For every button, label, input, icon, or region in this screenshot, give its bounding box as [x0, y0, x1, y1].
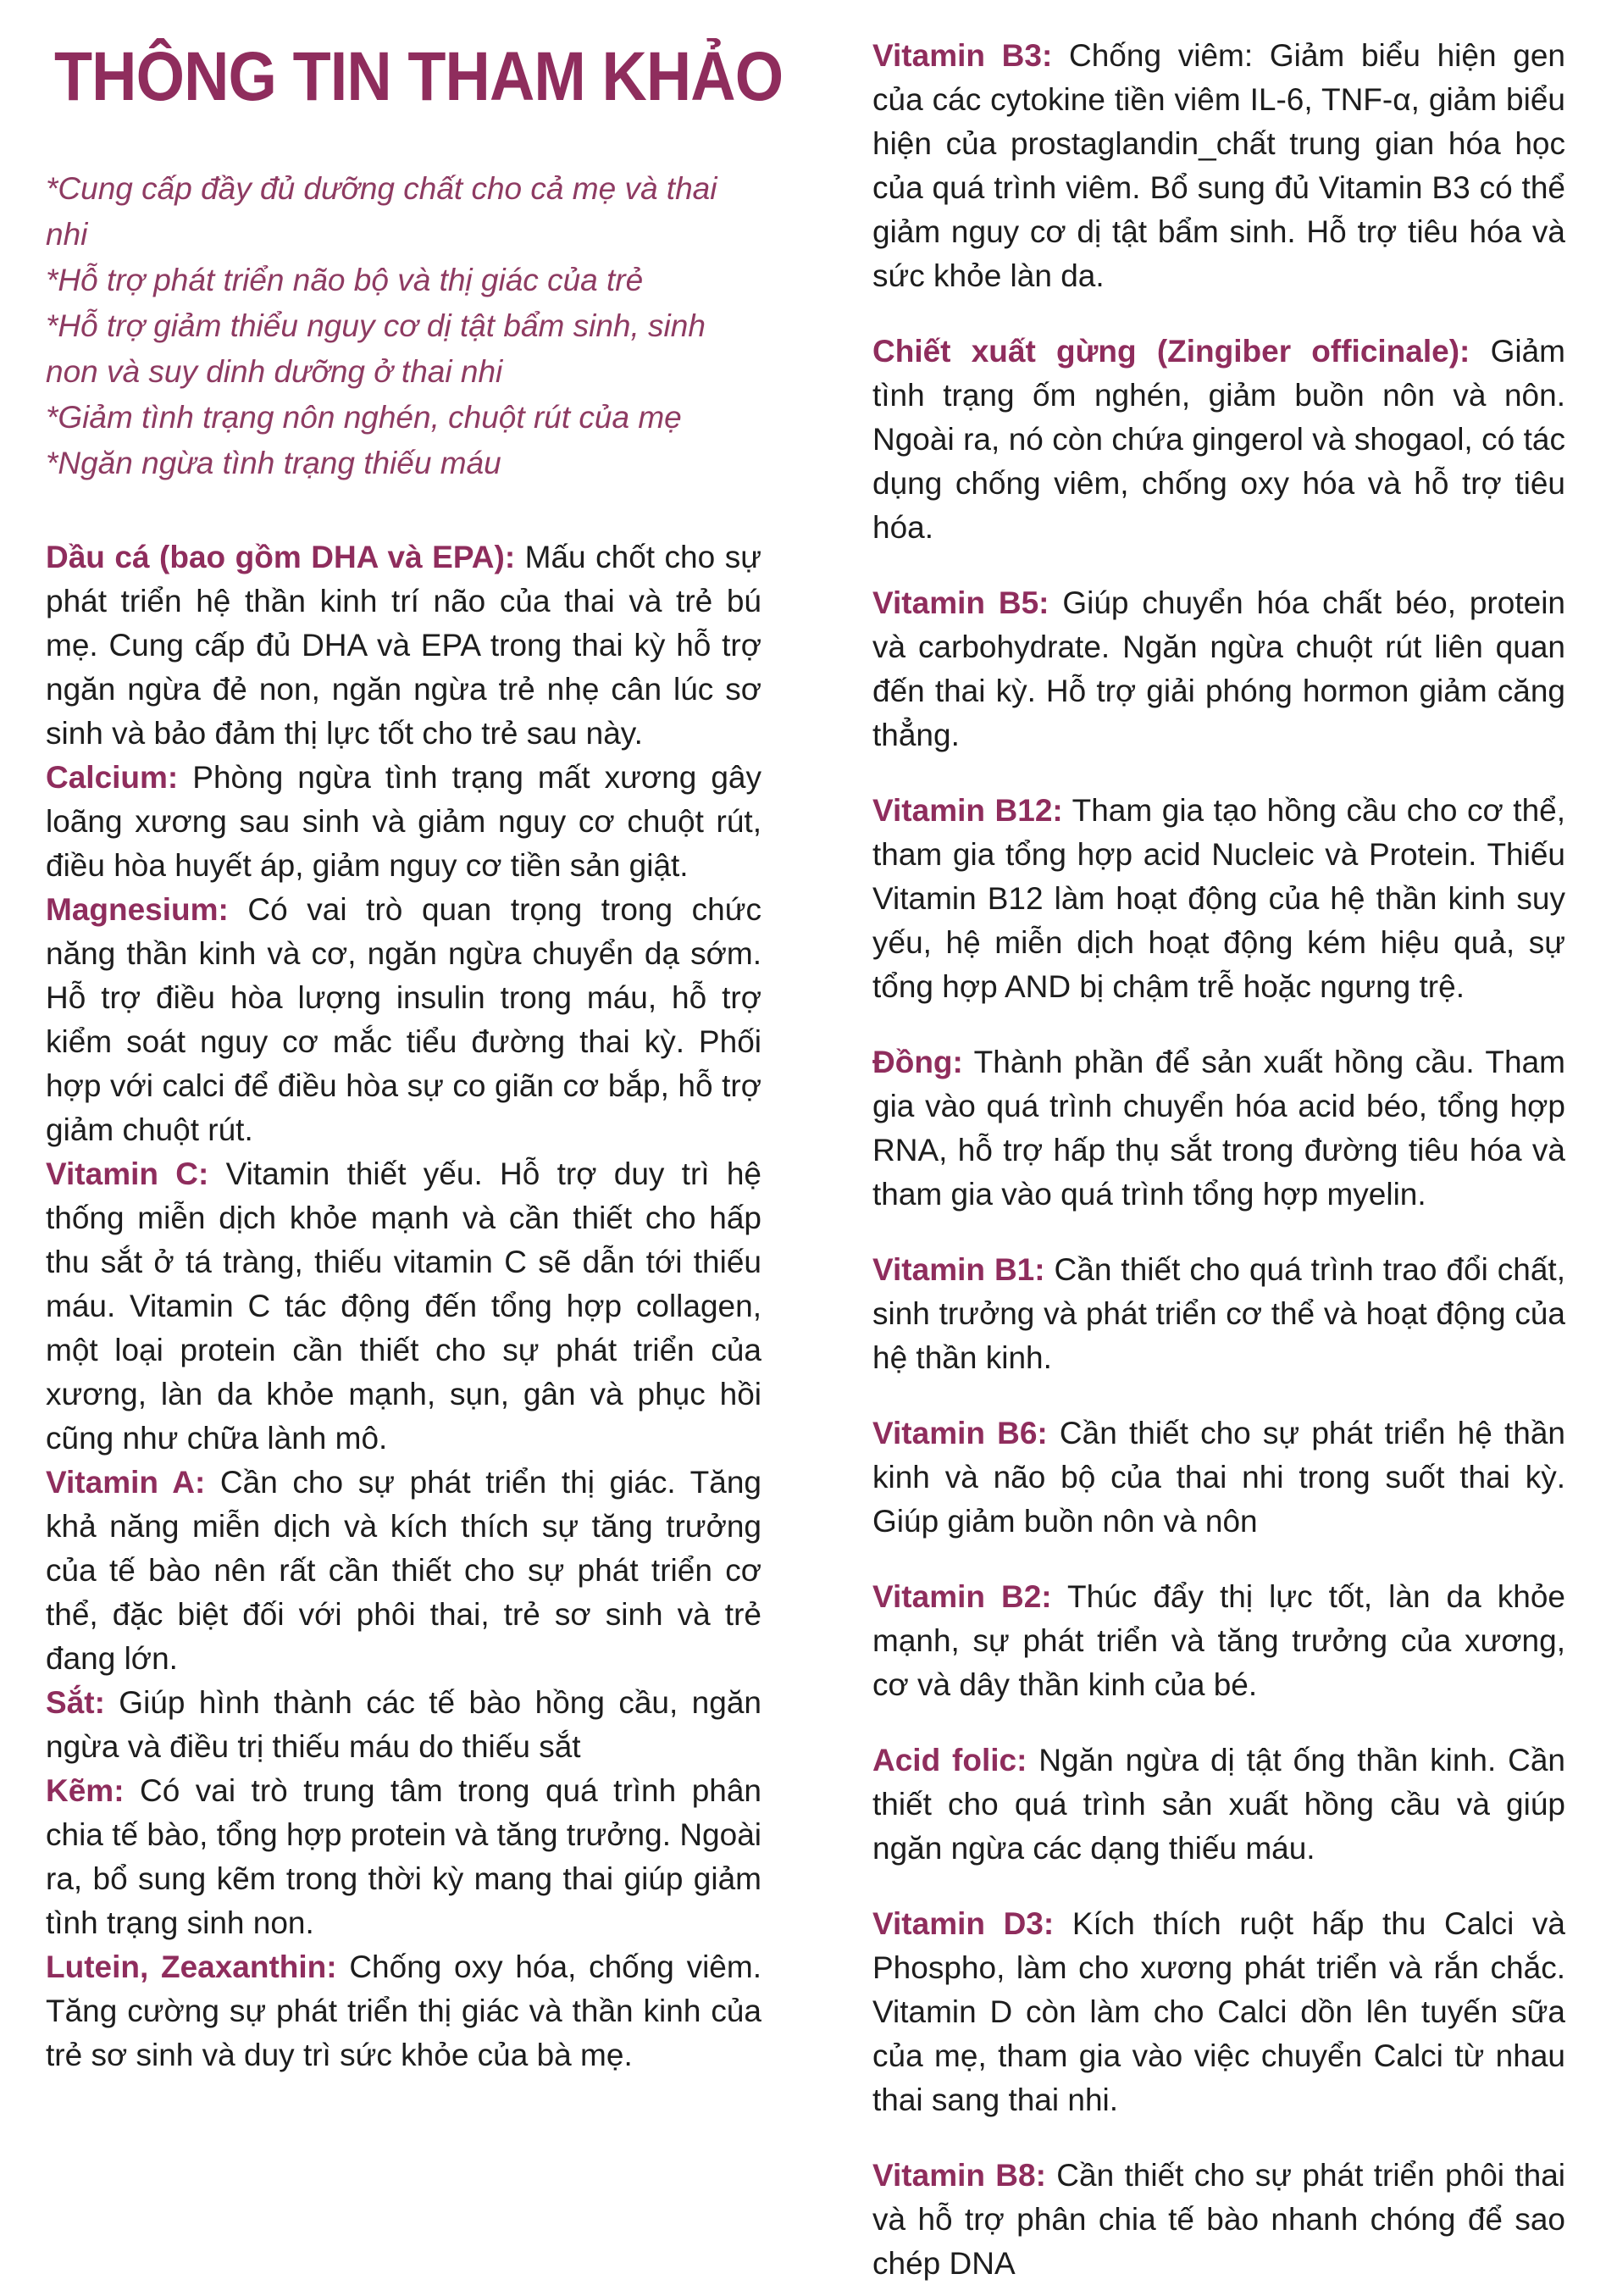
section-text: Cần cho sự phát triển thị giác. Tăng khả năng miễn dịch và kích thích sự tăng trưởng của tế bào nên rất cần thiết cho sự phát triển cơ thể, đặc biệt đối với phôi thai, trẻ sơ sinh và trẻ đang lớn. [46, 1465, 761, 1677]
section-text: Cần thiết cho sự phát triển hệ thần kinh và não bộ của thai nhi trong suốt thai kỳ. Giúp giảm buồn nôn và nôn [872, 1416, 1565, 1539]
section-text: Cần thiết cho sự phát triển phôi thai và hỗ trợ phân chia tế bào nhanh chóng để sao chép DNA [872, 2158, 1565, 2281]
intro-line: *Cung cấp đầy đủ dưỡng chất cho cả mẹ và thai nhi [46, 171, 717, 252]
section-text: Thành phần để sản xuất hồng cầu. Tham gia vào quá trình chuyển hóa acid béo, tổng hợp RNA, hỗ trợ hấp thụ sắt trong đường tiêu hóa và tham gia vào quá trình tổng hợp myelin. [872, 1045, 1565, 1212]
left-sections [46, 535, 761, 2077]
section-vitamin-c [46, 1152, 761, 1461]
section-text: Chống oxy hóa, chống viêm. Tăng cường sự phát triển thị giác và thần kinh của trẻ sơ sinh và duy trì sức khỏe của bà mẹ. [46, 1949, 761, 2073]
section-text: Ngăn ngừa dị tật ống thần kinh. Cần thiết cho quá trình sản xuất hồng cầu và giúp ngăn ngừa các dạng thiếu máu. [872, 1743, 1566, 1866]
section-iron [46, 1681, 761, 1769]
section-heading: Vitamin C: [46, 1156, 209, 1192]
section-text: Có vai trò quan trọng trong chức năng thần kinh và cơ, ngăn ngừa chuyển dạ sớm. Hỗ trợ điều hòa lượng insulin trong máu, hỗ trợ kiểm soát nguy cơ mắc tiểu đường thai kỳ. Phối hợp với calci để điều hòa sự co giãn cơ bắp, hỗ trợ giảm chuột rút. [46, 892, 761, 1148]
section-heading: Vitamin B6: [872, 1416, 1048, 1450]
section-vitamin-d3 [872, 1902, 1565, 2122]
section-heading: Calcium: [46, 760, 179, 796]
section-heading: Chiết xuất gừng (Zingiber officinale): [872, 334, 1470, 369]
section-copper [872, 1040, 1565, 1217]
section-vitamin-b1 [872, 1248, 1565, 1380]
section-text: Giúp hình thành các tế bào hồng cầu, ngăn ngừa và điều trị thiếu máu do thiếu sắt [46, 1685, 761, 1765]
intro-line: *Hỗ trợ giảm thiểu nguy cơ dị tật bẩm sinh, sinh non và suy dinh dưỡng ở thai nhi [46, 308, 706, 390]
section-text: Mấu chốt cho sự phát triển hệ thần kinh trí não của thai và trẻ bú mẹ. Cung cấp đủ DHA và EPA trong thai kỳ hỗ trợ ngăn ngừa đẻ non, ngăn ngừa trẻ nhẹ cân lúc sơ sinh và bảo đảm thị lực tốt cho trẻ sau này. [46, 540, 761, 751]
section-heading: Vitamin D3: [872, 1906, 1055, 1941]
section-heading: Vitamin A: [46, 1465, 206, 1500]
section-ginger-extract [872, 330, 1565, 550]
section-fish-oil [46, 535, 761, 756]
section-heading: Vitamin B12: [872, 793, 1063, 828]
section-heading: Vitamin B1: [872, 1252, 1045, 1287]
section-magnesium [46, 888, 761, 1152]
section-folic-acid [872, 1739, 1565, 1871]
section-vitamin-b6 [872, 1411, 1565, 1544]
section-heading: Đồng: [872, 1045, 963, 1079]
section-text: Có vai trò trung tâm trong quá trình phân chia tế bào, tổng hợp protein và tăng trưởng. Ngoài ra, bổ sung kẽm trong thời kỳ mang thai giúp giảm tình trạng sinh non. [46, 1773, 761, 1941]
section-text: Cần thiết cho quá trình trao đổi chất, sinh trưởng và phát triển cơ thể và hoạt động của hệ thần kinh. [872, 1252, 1565, 1375]
section-vitamin-a [46, 1461, 761, 1681]
section-text: Giảm tình trạng ốm nghén, giảm buồn nôn và nôn. Ngoài ra, nó còn chứa gingerol và shogaol, có tác dụng chống viêm, chống oxy hóa và hỗ trợ tiêu hóa. [872, 334, 1565, 545]
section-heading: Lutein, Zeaxanthin: [46, 1949, 337, 1985]
section-heading: Acid folic: [872, 1743, 1027, 1777]
section-vitamin-b12 [872, 789, 1565, 1009]
section-heading: Vitamin B8: [872, 2158, 1046, 2193]
section-zinc [46, 1769, 761, 1945]
section-text: Kích thích ruột hấp thu Calci và Phospho, làm cho xương phát triển và rắn chắc. Vitamin D còn làm cho Calci dồn lên tuyến sữa của mẹ, tham gia vào việc chuyển Calci từ nhau thai sang thai nhi. [872, 1906, 1565, 2117]
intro-line: *Giảm tình trạng nôn nghén, chuột rút của mẹ [46, 400, 682, 435]
section-vitamin-b2 [872, 1575, 1565, 1707]
section-heading: Vitamin B3: [872, 38, 1053, 73]
section-heading: Dầu cá (bao gồm DHA và EPA): [46, 540, 516, 575]
section-calcium [46, 756, 761, 888]
section-text: Tham gia tạo hồng cầu cho cơ thể, tham gia tổng hợp acid Nucleic và Protein. Thiếu Vitamin B12 làm hoạt động của hệ thần kinh suy yếu, hệ miễn dịch hoạt động kém hiệu quả, sự tổng hợp AND bị chậm trễ hoặc ngưng trệ. [872, 793, 1565, 1004]
intro-line: *Ngăn ngừa tình trạng thiếu máu [46, 446, 501, 481]
section-heading: Magnesium: [46, 892, 229, 928]
section-text: Phòng ngừa tình trạng mất xương gây loãng xương sau sinh và giảm nguy cơ chuột rút, điều hòa huyết áp, giảm nguy cơ tiền sản giật. [46, 760, 761, 884]
section-vitamin-b3 [872, 34, 1565, 298]
section-text: Chống viêm: Giảm biểu hiện gen của các cytokine tiền viêm IL-6, TNF-α, giảm biểu hiện của prostaglandin_chất trung gian hóa học của quá trình viêm. Bổ sung đủ Vitamin B3 có thể giảm nguy cơ dị tật bẩm sinh. Hỗ trợ tiêu hóa và sức khỏe làn da. [872, 38, 1565, 293]
section-heading: Vitamin B5: [872, 585, 1049, 620]
section-lutein [46, 1945, 761, 2077]
right-column [872, 34, 1565, 2296]
section-heading: Sắt: [46, 1685, 105, 1721]
section-heading: Kẽm: [46, 1773, 125, 1809]
intro-line: *Hỗ trợ phát triển não bộ và thị giác của trẻ [46, 263, 644, 298]
page-title: THÔNG TIN THAM KHẢO [54, 38, 784, 115]
section-text: Giúp chuyển hóa chất béo, protein và carbohydrate. Ngăn ngừa chuột rút liên quan đến thai kỳ. Hỗ trợ giải phóng hormon giảm căng thẳng. [872, 585, 1565, 752]
section-vitamin-b5 [872, 581, 1565, 757]
section-heading: Vitamin B2: [872, 1579, 1052, 1614]
left-column [46, 0, 784, 2077]
section-text: Thúc đẩy thị lực tốt, làn da khỏe mạnh, sự phát triển và tăng trưởng của xương, cơ và dây thần kinh của bé. [872, 1579, 1565, 1702]
intro-benefits [46, 166, 761, 486]
section-text: Vitamin thiết yếu. Hỗ trợ duy trì hệ thống miễn dịch khỏe mạnh và cần thiết cho hấp thu sắt ở tá tràng, thiếu vitamin C sẽ dẫn tới thiếu máu. Vitamin C tác động đến tổng hợp collagen, một loại protein cần thiết cho sự phát triển của xương, làn da khỏe mạnh, sụn, gân và phục hồi cũng như chữa lành mô. [46, 1156, 761, 1456]
section-vitamin-b8 [872, 2154, 1565, 2286]
